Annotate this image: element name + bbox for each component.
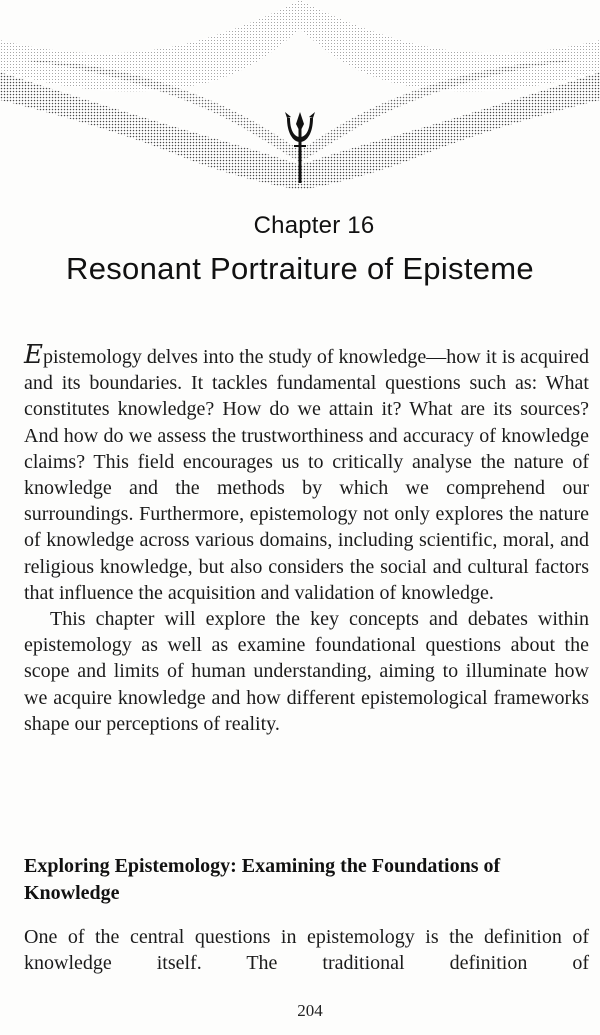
chapter-title: Resonant Portraiture of Episteme <box>66 251 534 286</box>
paragraph-2: This chapter will explore the key concepts and debates within epistemology as well as examine foundational questions about the scope and limits of human understanding, aiming to illuminate how we acquire knowledge and how different epistemological frameworks shape our perceptions of reality. <box>24 608 589 735</box>
paragraph-1-text: pistemology delves into the study of knowledge—how it is acquired and its boundaries. It tackles fundamental questions such as: What constitutes knowledge? How do we attain it? What are its sources? And how do we assess the trustworthiness and accuracy of knowledge claims? This field encourages us to critically analyse the nature of knowledge and the methods by which we comprehend our surroundings. Furthermore, epistemology not only explores the nature of knowledge across various domains, including scientific, moral, and religious knowledge, but also considers the social and cultural factors that influence the acquisition and validation of knowledge. <box>24 346 590 604</box>
section-heading: Exploring Epistemology: Examining the Foundations of Knowledge <box>24 855 501 904</box>
paragraph-1 <box>24 342 589 606</box>
chapter-body <box>24 342 589 737</box>
header-ornament <box>0 0 600 200</box>
page-number: 204 <box>297 1001 323 1020</box>
section-paragraph: One of the central questions in epistemology is the definition of knowledge itself. The traditional definition of <box>24 926 589 975</box>
chapter-number: Chapter 16 <box>253 212 375 239</box>
drop-cap: E <box>24 340 43 370</box>
